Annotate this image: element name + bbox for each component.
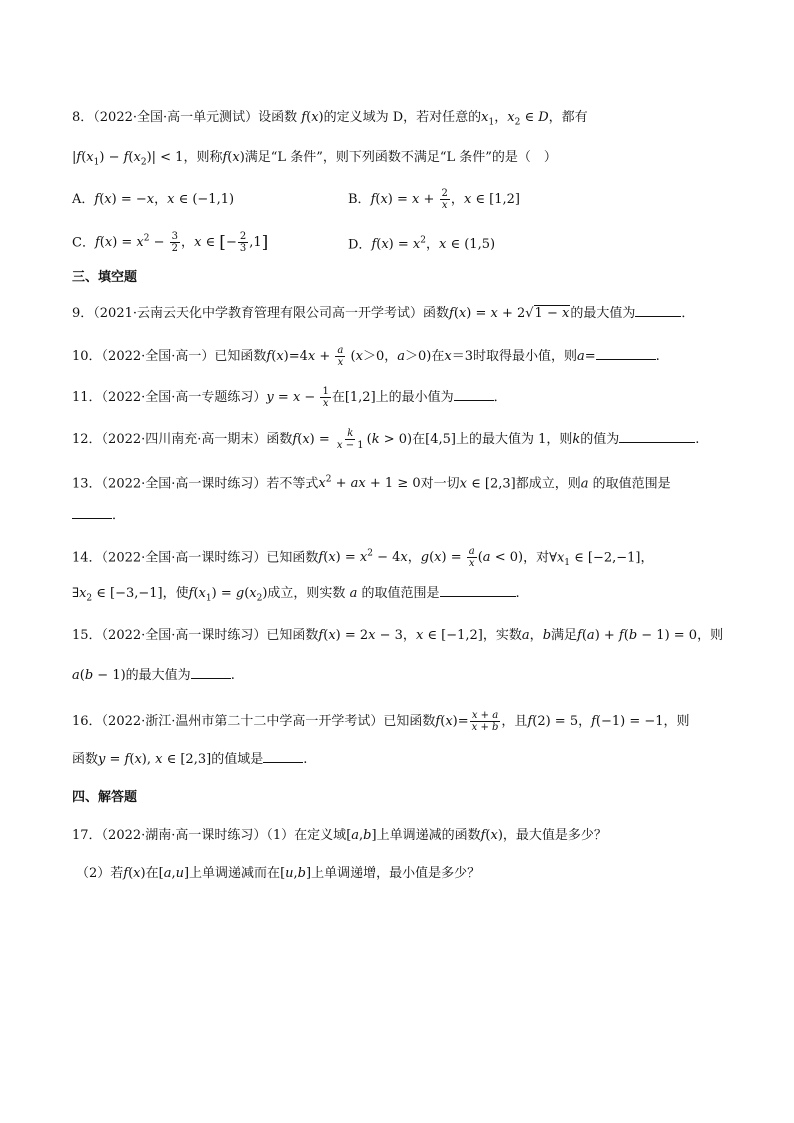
- math-expr: f(x) = x + $\frac{2}{x}$ ，x ∈ [1,2]: [370, 188, 520, 211]
- question-15-line2: a(b − 1)的最大值为 .: [72, 668, 235, 683]
- question-14-line2: $\exists x_2$ ∈ [−3,−1]，使$f(x_1) = g(x_2)$成立，则实数 a 的取值范围是 .: [72, 586, 520, 604]
- question-source: （2022·四川南充·高一期末）: [101, 432, 267, 447]
- question-text: 已知函数: [266, 628, 319, 643]
- math-expr: f: [301, 110, 307, 125]
- question-text: ，则: [663, 714, 690, 729]
- question-text: 函数: [266, 432, 293, 447]
- answer-blank[interactable]: [440, 584, 516, 597]
- question-number: 16．: [72, 714, 102, 729]
- question-text: 已知函数: [266, 550, 319, 566]
- answer-blank[interactable]: [72, 506, 112, 519]
- question-text: 上的最小值为: [375, 390, 454, 405]
- question-text: 上单调递减而在: [189, 866, 281, 881]
- question-15-line1: 15．（2022·全国·高一课时练习）已知函数f(x) = 2x − 3，x ∈ [−1,2]，实数a，b满足f(a) + f(b − 1) = 0，则: [72, 628, 724, 643]
- option-label: A．: [72, 192, 95, 207]
- answer-blank[interactable]: [454, 388, 494, 401]
- question-13-line2: ．: [72, 506, 125, 526]
- question-text: 满足: [551, 628, 578, 643]
- question-number: 10．: [72, 349, 102, 364]
- answer-blank[interactable]: [619, 430, 695, 443]
- question-text: ，对: [523, 550, 550, 566]
- option-d: [348, 231, 495, 255]
- math-expr: f(x)= $\frac{x + a}{x + b}$: [435, 710, 499, 733]
- question-8-line2: $|f(x_1) - f(x_2)| < 1$，则称f(x)满足“L 条件”，则下列函数不满足“L 条件”的是（ ）: [72, 150, 557, 168]
- option-label: B．: [348, 192, 371, 207]
- math-expr: $f(x) = x^2 - 4x$，g(x) = $\frac{a}{x}$ (a < 0): [318, 546, 524, 570]
- math-expr: y = f(x), x ∈ [2,3]: [98, 752, 212, 767]
- question-text: 函数: [72, 752, 99, 767]
- question-text: 时取得最小值，则: [472, 349, 577, 364]
- question-source: （2022·全国·高一单元测试）: [93, 110, 259, 125]
- question-text: 的取值范围是: [361, 586, 440, 601]
- question-8-line1: 8．（2022·全国·高一单元测试）设函数 f(x)的定义域为 D，若对任意的$x_1$，$x_2$ ∈ D，都有: [72, 110, 588, 128]
- math-expr: $f(x) = x^2$ − $\frac{3}{2}$ ，x ∈ [− $\frac{2}{3}$ ,1]: [94, 231, 269, 255]
- question-text: 上的最大值为 1，则: [455, 432, 573, 447]
- question-13-line1: 13．（2022·全国·高一课时练习）若不等式$x^2$ + ax + 1 ≥ 0对一切x ∈ [2,3]都成立，则a 的取值范围是: [72, 475, 671, 492]
- question-text: 函数: [423, 306, 450, 321]
- question-text: 上单调递增，最小值是多少？: [311, 866, 481, 881]
- question-text: （2）若: [76, 866, 124, 881]
- math-expr: $f(x) = x^2$，x ∈ (1,5): [371, 236, 496, 253]
- question-number: 15．: [72, 628, 102, 643]
- question-12: 12．（2022·四川南充·高一期末）函数f(x) = $\frac{k}{x - 1}$ (k > 0)在[4,5]上的最大值为 1，则k的值为 .: [72, 428, 700, 451]
- question-source: （2022·全国·高一课时练习）: [101, 476, 267, 492]
- question-16-line2: 函数y = f(x), x ∈ [2,3]的值域是 .: [72, 752, 308, 767]
- math-expr: $|f(x_1) - f(x_2)| < 1$: [72, 150, 184, 168]
- math-expr: f(x)=4x + $\frac{a}{x}$ (x＞0，a＞0): [266, 345, 432, 368]
- question-source: （2022·全国·高一专题练习）: [101, 390, 267, 405]
- question-text: 上单调递减的函数: [376, 828, 481, 843]
- question-text: ，实数: [482, 628, 522, 643]
- question-number: 17．: [72, 828, 102, 843]
- answer-blank[interactable]: [596, 347, 656, 360]
- question-text: 使: [175, 586, 189, 601]
- math-expr: f(x) = x + 2√1 − x: [449, 306, 570, 321]
- question-number: 9．: [72, 306, 94, 321]
- question-number: 13．: [72, 476, 102, 492]
- question-17-line2: （2）若f(x)在[a,u]上单调递减而在[u,b]上单调递增，最小值是多少？: [76, 866, 481, 881]
- question-source: （2022·全国·高一课时练习）: [101, 550, 267, 566]
- question-9: 9．（2021·云南云天化中学教育管理有限公司高一开学考试）函数f(x) = x + 2√1 − x的最大值为 ．: [72, 306, 695, 321]
- question-text: 已知函数: [214, 349, 267, 364]
- question-16-line1: 16．（2022·浙江·温州市第二十二中学高一开学考试）已知函数f(x)= $\frac{x + a}{x + b}$ ，且f(2) = 5，f(−1) = −1，则: [72, 710, 690, 733]
- question-text: ，且: [501, 714, 528, 729]
- section-heading-fill-in: 三、填空题: [72, 270, 138, 285]
- math-expr: f(x) = −x，x ∈ (−1,1): [94, 192, 235, 207]
- question-text: 在: [412, 432, 426, 447]
- question-text: 在: [431, 349, 445, 364]
- question-text: 的值为: [580, 432, 620, 447]
- answer-blank[interactable]: [263, 750, 303, 763]
- question-text: 满足“L 条件”，则下列函数不满足“L 条件”的是（ ）: [244, 150, 557, 165]
- question-text: 已知函数: [383, 714, 436, 729]
- question-text: 设函数: [258, 110, 298, 125]
- question-text: ，最大值是多少？: [502, 828, 607, 843]
- question-text: 的最大值为: [570, 306, 636, 321]
- question-text: =: [584, 349, 596, 364]
- question-number: 11．: [72, 390, 102, 405]
- question-17-line1: 17．（2022·湖南·高一课时练习）（1）在定义域[a,b]上单调递减的函数f(x)，最大值是多少？: [72, 828, 607, 843]
- question-text: （1）在定义域: [266, 828, 347, 843]
- question-source: （2022·湖南·高一课时练习）: [101, 828, 267, 843]
- question-source: （2022·全国·高一）: [101, 349, 215, 364]
- question-11: 11．（2022·全国·高一专题练习）y = x − $\frac{1}{x}$ 在[1,2]上的最小值为 ．: [72, 386, 507, 409]
- math-expr: $f(x_1) = g(x_2)$: [188, 586, 268, 604]
- question-text: ，都有: [548, 110, 588, 125]
- question-14-line1: 14．（2022·全国·高一课时练习）已知函数$f(x) = x^2 - 4x$，g(x) = $\frac{a}{x}$ (a < 0)，对$\forall x_1$ ∈ [−2,−1]，: [72, 546, 654, 570]
- option-label: D．: [348, 237, 372, 253]
- question-text: 的值域是: [211, 752, 264, 767]
- math-expr: f(x) = 2x − 3，x ∈ [−1,2]: [318, 628, 483, 643]
- question-source: （2021·云南云天化中学教育管理有限公司高一开学考试）: [93, 306, 423, 321]
- question-text: 若不等式: [266, 476, 319, 492]
- section-heading-solution: 四、解答题: [72, 790, 138, 805]
- option-a: [72, 190, 234, 210]
- question-number: 8．: [72, 110, 94, 125]
- question-source: （2022·浙江·温州市第二十二中学高一开学考试）: [101, 714, 384, 729]
- question-number: 12．: [72, 432, 102, 447]
- question-text: 对一切: [420, 476, 460, 492]
- question-10: 10．（2022·全国·高一）已知函数f(x)=4x + $\frac{a}{x}$ (x＞0，a＞0)在x＝3时取得最小值，则a= .: [72, 345, 660, 368]
- question-text: 的最大值为: [125, 668, 191, 683]
- math-expr: $x^2$ + ax + 1 ≥ 0: [318, 475, 421, 492]
- math-expr: y = x − $\frac{1}{x}$ 在[1,2]: [266, 386, 376, 409]
- question-text: 的定义域为 D，若对任意的: [323, 110, 482, 125]
- answer-blank[interactable]: [191, 666, 231, 679]
- question-text: 的取值范围是: [592, 476, 671, 492]
- option-c: [72, 229, 268, 254]
- answer-blank[interactable]: [635, 304, 681, 317]
- question-number: 14．: [72, 550, 102, 566]
- question-source: （2022·全国·高一课时练习）: [101, 628, 267, 643]
- option-b: [348, 188, 520, 211]
- question-text: ，则: [697, 628, 724, 643]
- question-text: ，则称: [183, 150, 223, 165]
- question-text: 成立，则实数: [267, 586, 346, 601]
- question-text: 在: [145, 866, 159, 881]
- math-expr: f(x) = $\frac{k}{x - 1}$ (k > 0): [292, 428, 413, 451]
- question-text: 都成立，则: [515, 476, 581, 492]
- option-label: C．: [72, 235, 95, 251]
